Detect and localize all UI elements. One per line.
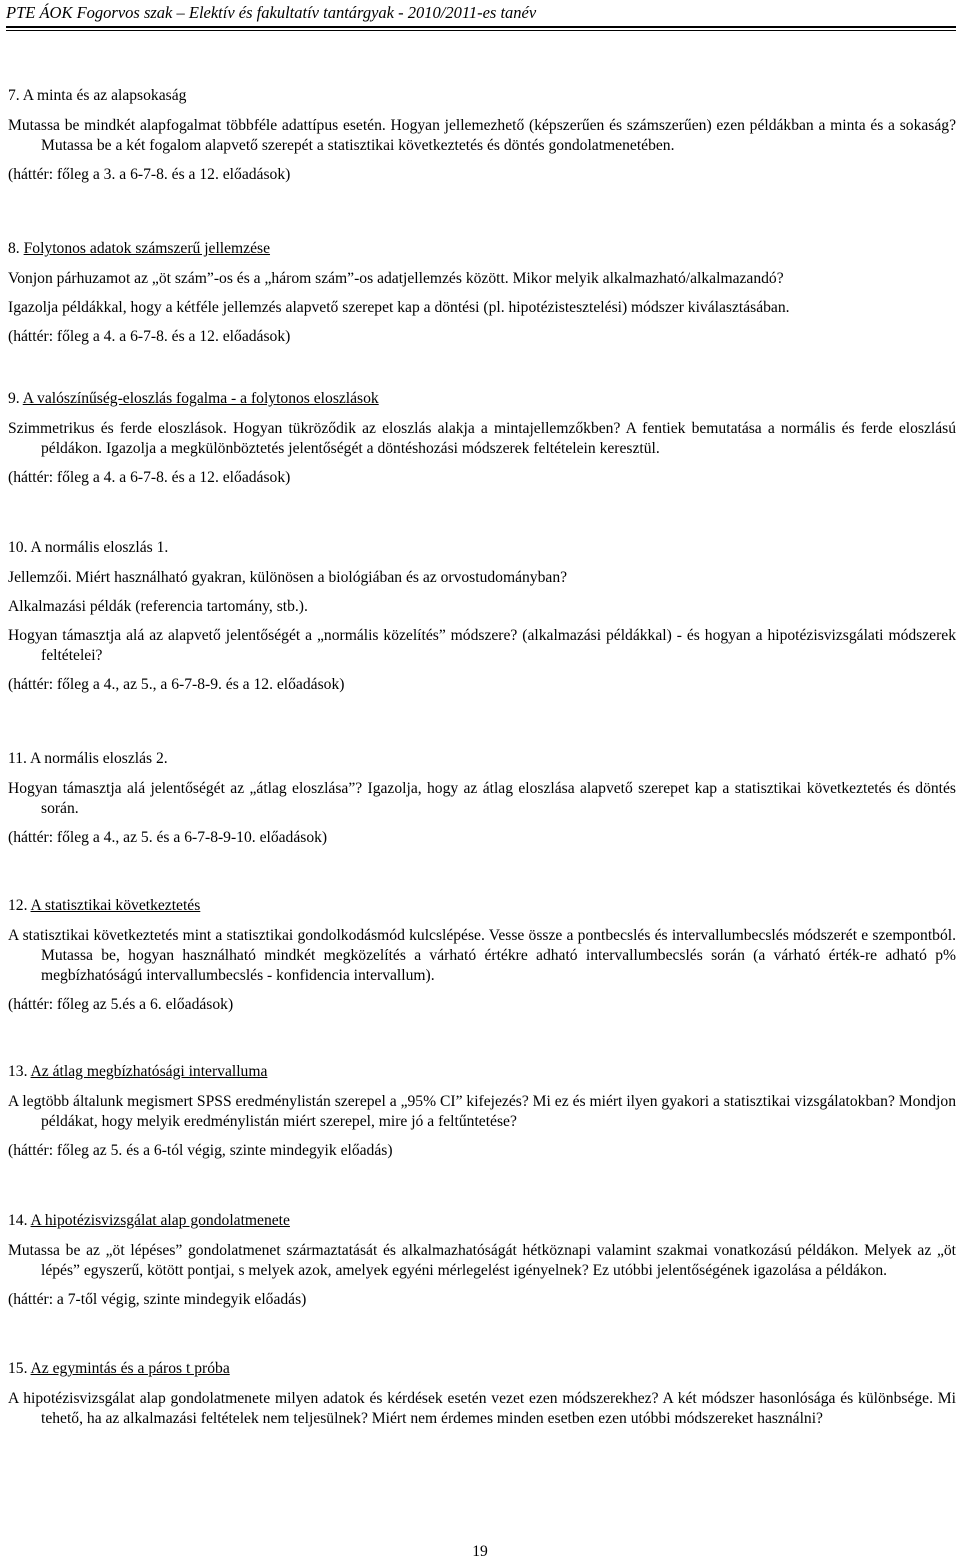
header-rule-thin — [6, 30, 956, 31]
section-title: A hipotézisvizsgálat alap gondolatmenete — [30, 1212, 290, 1229]
section-12 — [8, 896, 956, 1015]
section-paragraph: A statisztikai következtetés mint a statisztikai gondolkodásmód kulcslépése. Vesse össze a pontbecslés és intervallumbecslés módszerét e szempontból. Mutassa be, hogyan használható mindkét megközelítés a várható értékre adható intervallumbecslés során (a várható érték-re adható p% megbízhatóságú intervallumbecslés - konfidencia intervallum). — [8, 927, 956, 984]
section-heading — [8, 1062, 956, 1082]
section-paragraph: Vonjon párhuzamot az „öt szám”-os és a „három szám”-os adatjellemzés között. Mikor melyik alkalmazható/alkalmazandó? — [8, 270, 784, 287]
section-number: 10. — [8, 539, 28, 556]
section-8 — [8, 239, 956, 347]
section-heading — [8, 538, 956, 558]
document-body — [8, 86, 956, 1429]
section-background-note: (háttér: főleg a 4., az 5. és a 6-7-8-9-10. előadások) — [8, 829, 328, 846]
section-paragraph: A hipotézisvizsgálat alap gondolatmenete milyen adatok és kérdések esetén vezet ezen módszerekhez? A két módszer hasonlósága és különbsége. Mi tehető, ha az alkalmazási feltételek nem teljesülnek? Miért nem érdemes minden esetben ezen utóbbi módszereket használni? — [8, 1390, 956, 1427]
section-number: 15. — [8, 1360, 28, 1377]
section-number: 13. — [8, 1063, 28, 1080]
section-9 — [8, 389, 956, 488]
section-paragraph: Mutassa be mindkét alapfogalmat többféle adattípus esetén. Hogyan jellemezhető (képszerűen és számszerűen) ezen példákban a minta és a sokaság? Mutassa be a két fogalom alapvető szerepét a statisztikai következtetés és döntés gondolatmenetében. — [8, 117, 956, 154]
section-number: 11. — [8, 750, 27, 767]
section-title: A valószínűség-eloszlás fogalma - a folytonos eloszlások — [22, 390, 379, 407]
section-10 — [8, 538, 956, 695]
section-paragraph: Hogyan támasztja alá jelentőségét az „átlag eloszlása”? Igazolja, hogy az átlag eloszlása alapvető szerepet kap a statisztikai következtetés és döntés során. — [8, 780, 956, 817]
page-number: 19 — [472, 1543, 488, 1560]
section-title: A normális eloszlás 2. — [29, 750, 168, 767]
section-paragraph: Alkalmazási példák (referencia tartomány, stb.). — [8, 598, 308, 615]
section-number: 7. — [8, 87, 20, 104]
section-title: A normális eloszlás 1. — [30, 539, 169, 556]
section-heading — [8, 86, 956, 106]
section-paragraph: Szimmetrikus és ferde eloszlások. Hogyan tükröződik az eloszlás alakja a mintajellemzőkben? A fentiek bemutatása a normális és ferde eloszlású példákon. Igazolja a megkülönböztetés jelentőségét a döntéshozási módszerek feltételein keresztül. — [8, 420, 956, 457]
section-15 — [8, 1359, 956, 1429]
section-background-note: (háttér: főleg a 4. a 6-7-8. és a 12. előadások) — [8, 328, 291, 345]
section-title: Az egymintás és a páros t próba — [30, 1360, 230, 1377]
section-heading — [8, 1211, 956, 1231]
section-13 — [8, 1062, 956, 1161]
section-number: 14. — [8, 1212, 28, 1229]
section-background-note: (háttér: főleg a 4., az 5., a 6-7-8-9. és a 12. előadások) — [8, 676, 345, 693]
section-paragraph: A legtöbb általunk megismert SPSS eredménylistán szerepel a „95% CI” kifejezés? Mi ez és miért ilyen gyakori a statisztikai vizsgálatokban? Mondjon példákat, hogy melyik eredménylistán miért szerepel, mire jó a feltűntetése? — [8, 1093, 956, 1130]
section-heading — [8, 239, 956, 259]
section-number: 9. — [8, 390, 20, 407]
section-title: A minta és az alapsokaság — [22, 87, 187, 104]
section-14 — [8, 1211, 956, 1310]
section-paragraph: Mutassa be az „öt lépéses” gondolatmenet származtatását és alkalmazhatóságát hétköznapi valamint szakmai vonatkozású példákon. Melyek az „öt lépés” egyszerű, kötött pontjai, s melyek azok, amelyek egyéni mérlegelést igényelnek? Ez utóbbi jelentőségének igazolása a példákon. — [8, 1242, 956, 1279]
section-heading — [8, 749, 956, 769]
section-paragraph: Igazolja példákkal, hogy a kétféle jellemzés alapvető szerepet kap a döntési (pl. hipotézistesztelési) módszer kiválasztásában. — [8, 299, 790, 316]
section-background-note: (háttér: főleg a 4. a 6-7-8. és a 12. előadások) — [8, 469, 291, 486]
section-background-note: (háttér: a 7-től végig, szinte mindegyik előadás) — [8, 1291, 307, 1308]
header-rule-thick — [6, 26, 956, 28]
section-title: A statisztikai következtetés — [30, 897, 201, 914]
section-paragraph: Jellemzői. Miért használható gyakran, különösen a biológiában és az orvostudományban? — [8, 569, 568, 586]
section-background-note: (háttér: főleg az 5.és a 6. előadások) — [8, 996, 234, 1013]
section-title: Folytonos adatok számszerű jellemzése — [23, 240, 271, 257]
section-background-note: (háttér: főleg az 5. és a 6-tól végig, szinte mindegyik előadás) — [8, 1142, 393, 1159]
section-heading — [8, 1359, 956, 1379]
section-background-note: (háttér: főleg a 3. a 6-7-8. és a 12. előadások) — [8, 166, 291, 183]
section-number: 12. — [8, 897, 28, 914]
section-title: Az átlag megbízhatósági intervalluma — [30, 1063, 268, 1080]
section-heading — [8, 389, 956, 409]
section-11 — [8, 749, 956, 848]
section-paragraph: Hogyan támasztja alá az alapvető jelentőségét a „normális közelítés” módszere? (alkalmazási példákkal) - és hogyan a hipotézisvizsgálati módszerek feltételei? — [8, 627, 956, 664]
document-header: PTE ÁOK Fogorvos szak – Elektív és fakultatív tantárgyak - 2010/2011-es tanév — [6, 3, 537, 22]
section-number: 8. — [8, 240, 20, 257]
section-7 — [8, 86, 956, 185]
section-heading — [8, 896, 956, 916]
